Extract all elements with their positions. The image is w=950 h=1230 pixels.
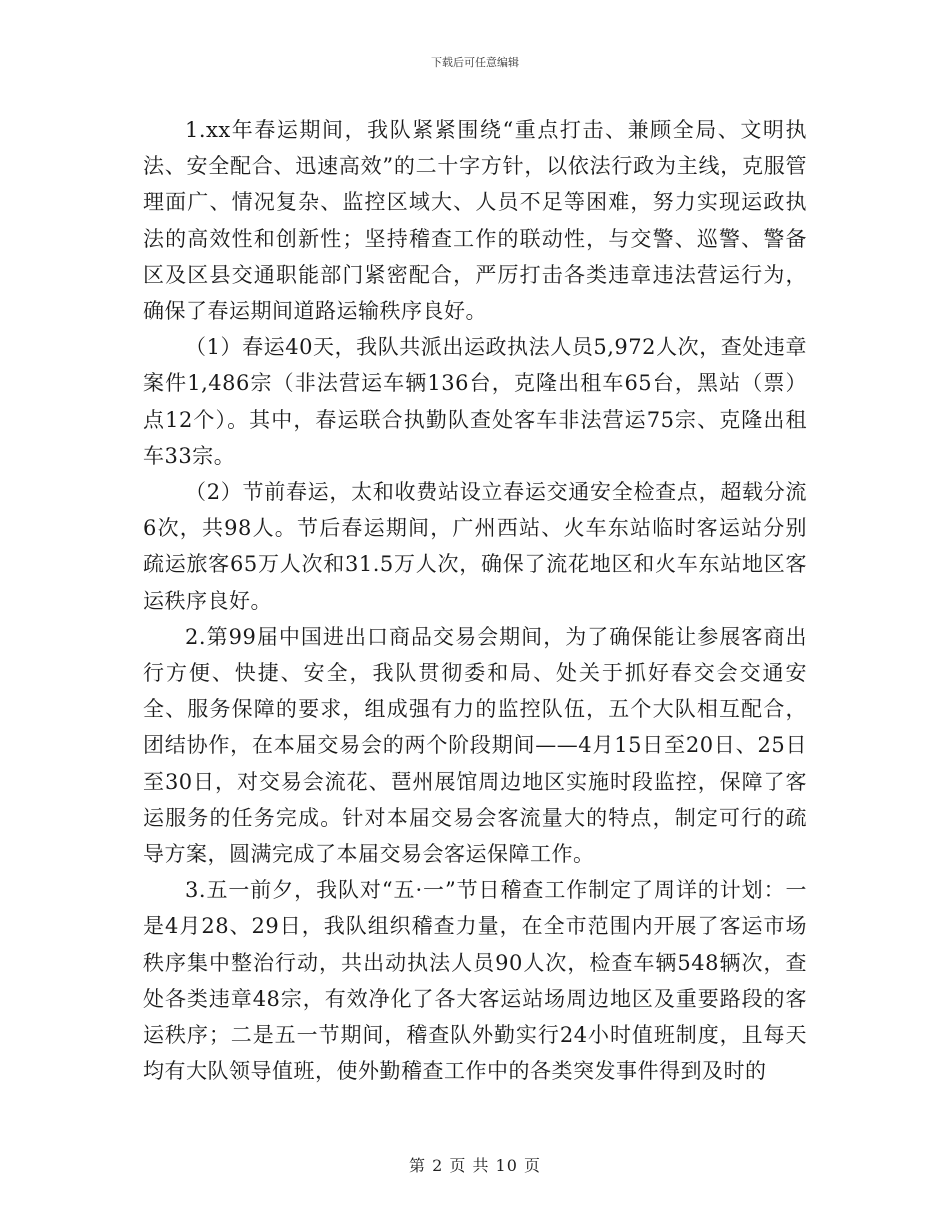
paragraph-4: 2.第99届中国进出口商品交易会期间，为了确保能让参展客商出行方便、快捷、安全，我队贯彻委和局、处关于抓好春交会交通安全、服务保障的要求，组成强有力的监控队伍，五个大队相互配合，团结协作，在本届交易会的两个阶段期间——4月15日至20日、25日至30日，对交易会流花、琶州展馆周边地区实施时段监控，保障了客运服务的任务完成。针对本届交易会客流量大的特点，制定可行的疏导方案，圆满完成了本届交易会客运保障工作。 [143, 624, 807, 867]
page-header: 下载后可任意编辑 [431, 56, 519, 69]
paragraph-2: （1）春运40天，我队共派出运政执法人员5,972人次，查处违章案件1,486宗（非法营运车辆136台，克隆出租车65台，黑站（票）点12个）。其中，春运联合执勤队查处客车非法营运75宗、克隆出租车33宗。 [143, 335, 807, 468]
page-footer: 第 2 页 共 10 页 [409, 1156, 541, 1175]
paragraph-3: （2）节前春运，太和收费站设立春运交通安全检查点，超载分流6次，共98人。节后春运期间，广州西站、火车东站临时客运站分别疏运旅客65万人次和31.5万人次，确保了流花地区和火车东站地区客运秩序良好。 [143, 480, 807, 613]
paragraph-5: 3.五一前夕，我队对“五·一”节日稽查工作制定了周详的计划：一是4月28、29日，我队组织稽查力量，在全市范围内开展了客运市场秩序集中整治行动，共出动执法人员90人次，检查车辆548辆次，查处各类违章48宗，有效净化了各大客运站场周边地区及重要路段的客运秩序；二是五一节期间，稽查队外勤实行24小时值班制度，且每天均有大队领导值班，使外勤稽查工作中的各类突发事件得到及时的 [143, 878, 807, 1084]
document-body [143, 112, 807, 1089]
paragraph-1: 1.xx年春运期间，我队紧紧围绕“重点打击、兼顾全局、文明执法、安全配合、迅速高效”的二十字方针，以依法行政为主线，克服管理面广、情况复杂、监控区域大、人员不足等困难，努力实现运政执法的高效性和创新性；坚持稽查工作的联动性，与交警、巡警、警备区及区县交通职能部门紧密配合，严厉打击各类违章违法营运行为，确保了春运期间道路运输秩序良好。 [143, 118, 807, 324]
